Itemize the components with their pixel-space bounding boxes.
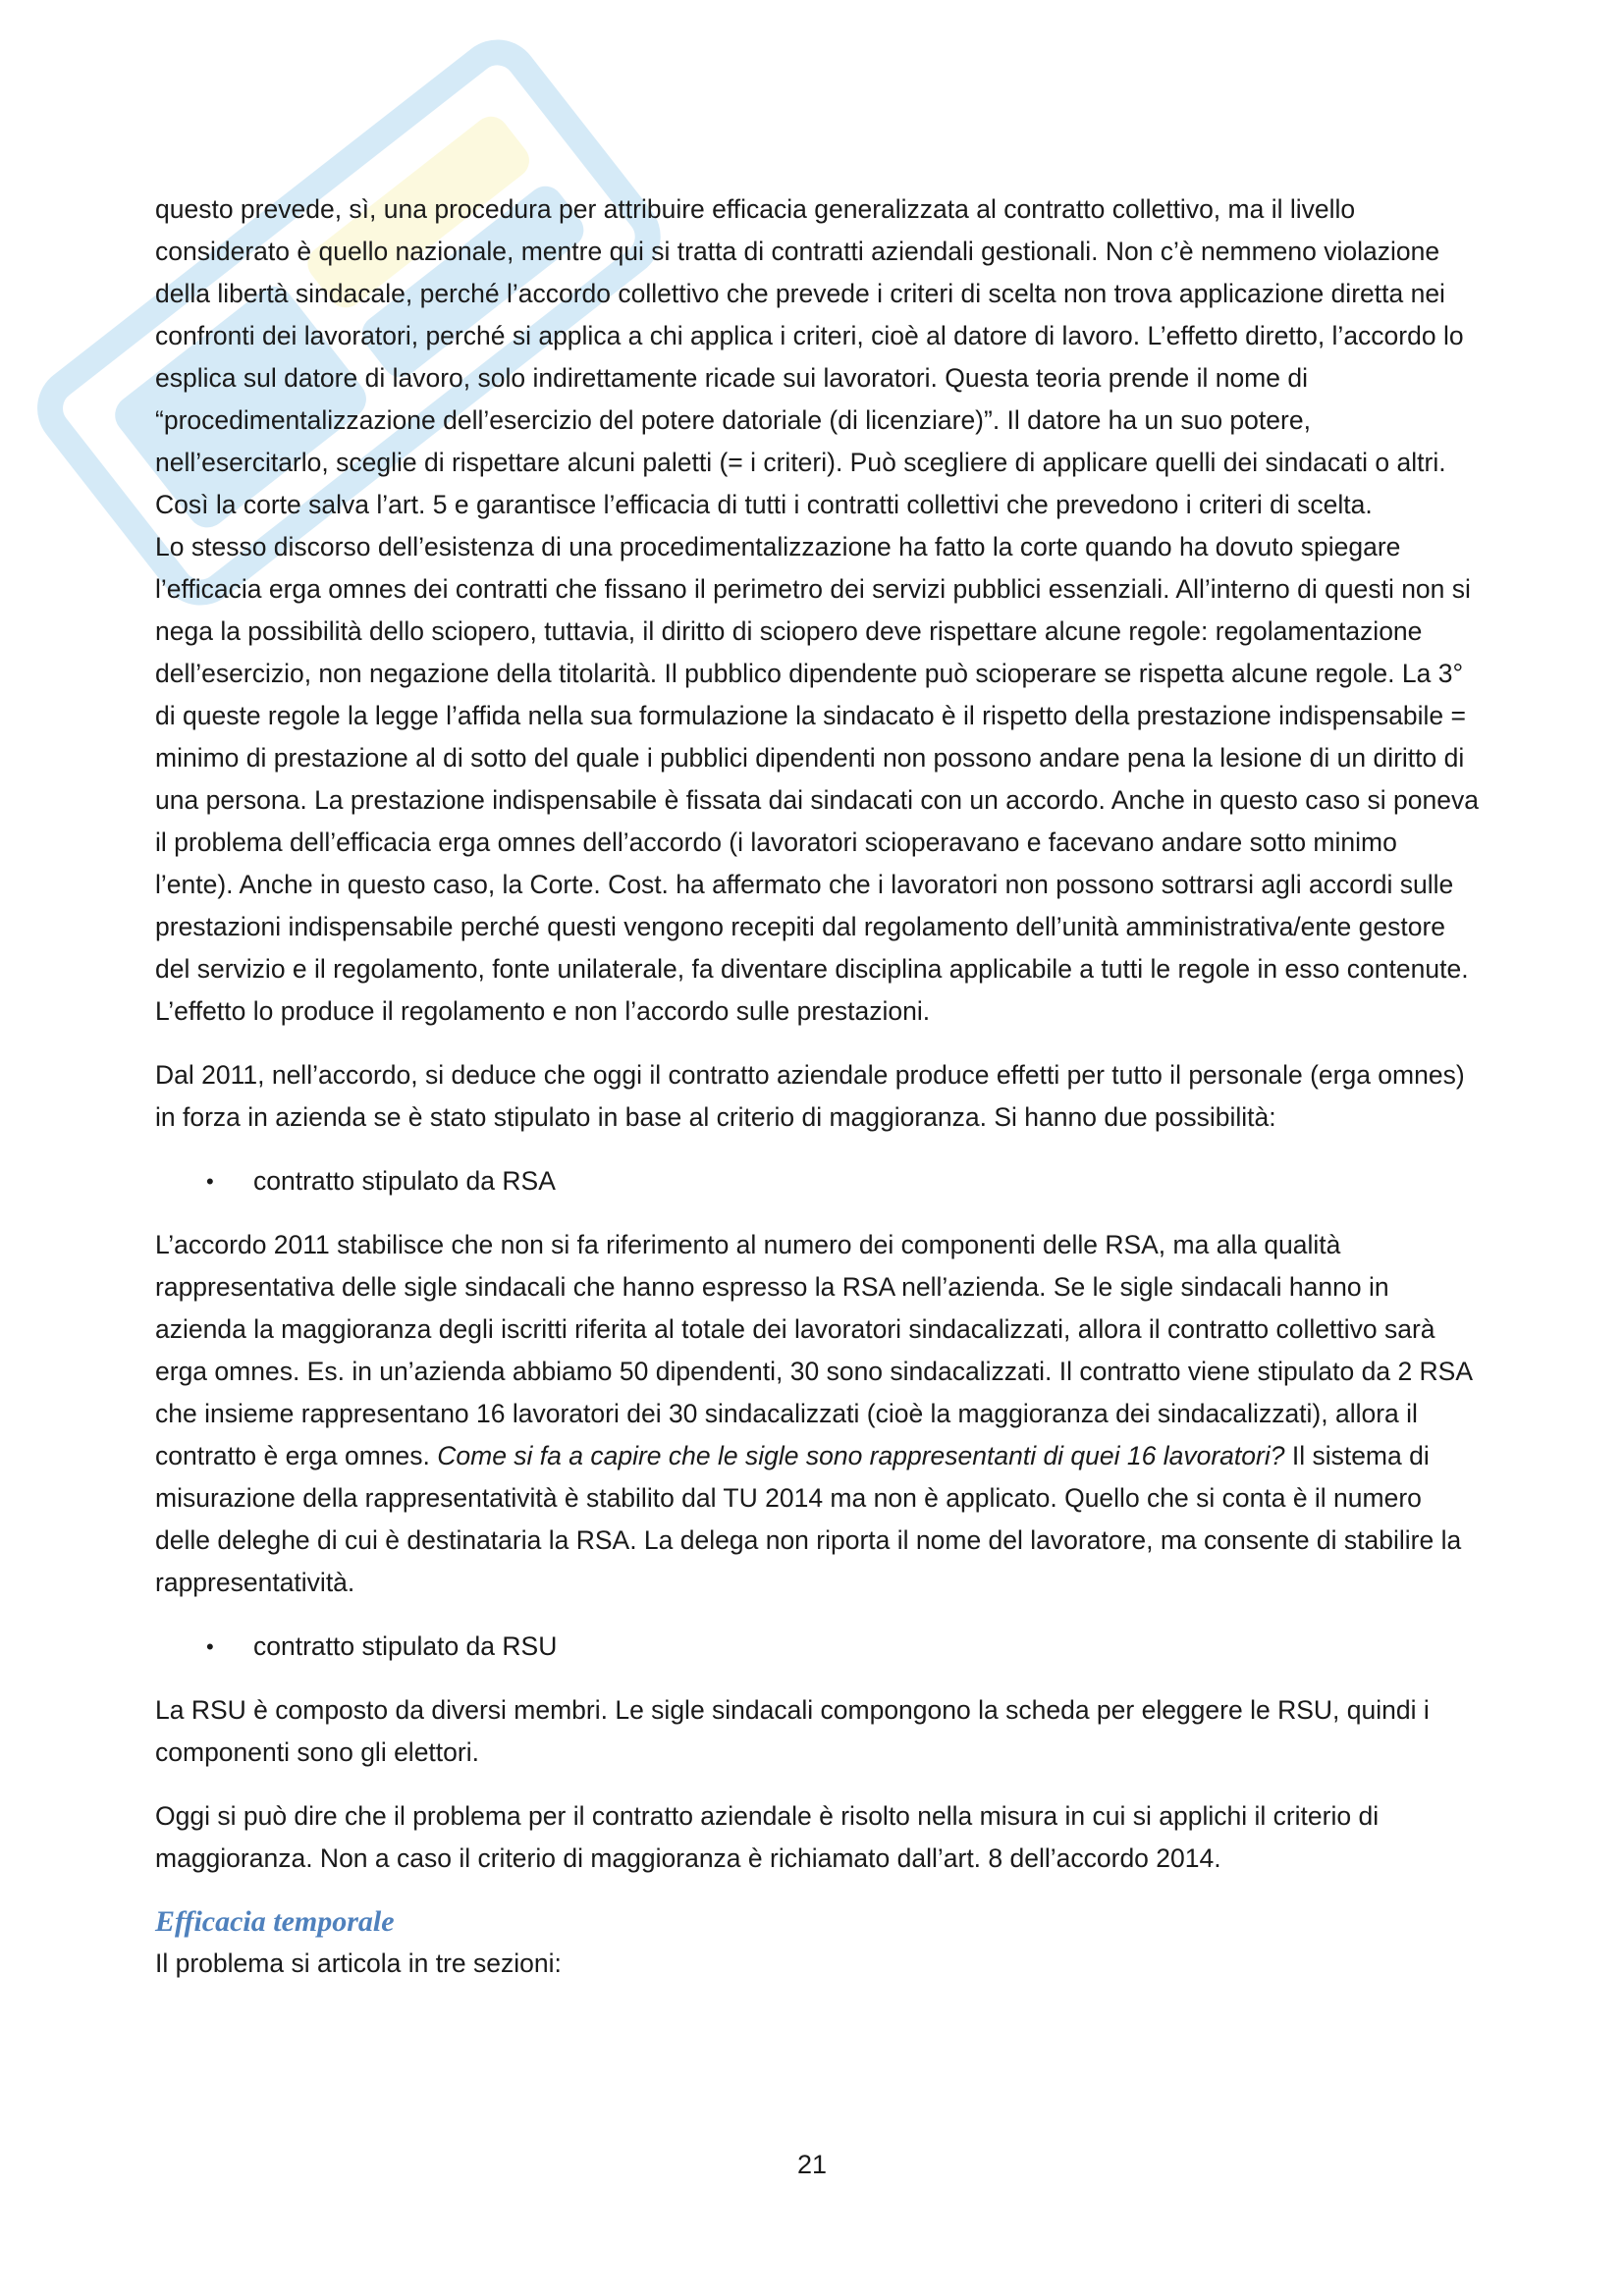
paragraph: Lo stesso discorso dell’esistenza di una procedimentalizzazione ha fatto la corte quando ha dovuto spiegare l’efficacia erga omnes dei contratti che fissano il perimetro dei servizi pubblici essenziali. All’interno di questi non si nega la possibilità dello sciopero, tuttavia, il diritto di sciopero deve rispettare alcune regole: regolamentazione dell’esercizio, non negazione della titolarità. Il pubblico dipendente può scioperare se rispetta alcune regole. La 3° di queste regole la legge l’affida nella sua formulazione la sindacato è il rispetto della prestazione indispensabile = minimo di prestazione al di sotto del quale i pubblici dipendenti non possono andare pena la lesione di un diritto di una persona. La prestazione indispensabile è fissata dai sindacati con un accordo. Anche in questo caso si poneva il problema dell’efficacia erga omnes dell’accordo (i lavoratori scioperavano e facevano andare sotto minimo l’ente). Anche in questo caso, la Corte. Cost. ha affermato che i lavoratori non possono sottrarsi agli accordi sulle prestazioni indispensabile perché questi vengono recepiti dal regolamento dell’unità amministrativa/ente gestore del servizio e il regolamento, fonte unilaterale, fa diventare disciplina applicabile a tutti le regole in esso contenute. L’effetto lo produce il regolamento e non l’accordo sulle prestazioni. [155,532,1479,1026]
list-item-text: contratto stipulato da RSU [253,1631,558,1661]
list-item [155,1160,1481,1202]
paragraph: La RSU è composto da diversi membri. Le sigle sindacali compongono la scheda per eleggere le RSU, quindi i componenti sono gli elettori. [155,1695,1430,1767]
italic-question: Come si fa a capire che le sigle sono rappresentanti di quei 16 lavoratori? [437,1441,1285,1470]
bullet-icon: • [206,1169,214,1194]
list-item-text: contratto stipulato da RSA [253,1166,556,1196]
paragraph-text: L’accordo 2011 stabilisce che non si fa riferimento al numero dei componenti delle RSA, ma alla qualità rappresentativa delle sigle sindacali che hanno espresso la RSA nell’azienda. Se le sigle sindacali hanno in azienda la maggioranza degli iscritti riferita al totale dei lavoratori sindacalizzati, allora il contratto collettivo sarà erga omnes. Es. in un’azienda abbiamo 50 dipendenti, 30 sono sindacalizzati. Il contratto viene stipulato da 2 RSA che insieme rappresentano 16 lavoratori dei 30 sindacalizzati (cioè la maggioranza dei sindacalizzati), allora il contratto è erga omnes. [155,1230,1472,1470]
paragraph: Oggi si può dire che il problema per il contratto aziendale è risolto nella misura in cui si applichi il criterio di maggioranza. Non a caso il criterio di maggioranza è richiamato dall’art. 8 dell’accordo 2014. [155,1801,1380,1873]
paragraph: questo prevede, sì, una procedura per attribuire efficacia generalizzata al contratto collettivo, ma il livello considerato è quello nazionale, mentre qui si tratta di contratti aziendali gestionali. Non c’è nemmeno violazione della libertà sindacale, perché l’accordo collettivo che prevede i criteri di scelta non trova applicazione diretta nei confronti dei lavoratori, perché si applica a chi applica i criteri, cioè al datore di lavoro. L’effetto diretto, l’accordo lo esplica sul datore di lavoro, solo indirettamente ricade sui lavoratori. Questa teoria prende il nome di “procedimentalizzazione dell’esercizio del potere datoriale (di licenziare)”. Il datore ha un suo potere, nell’esercitarlo, sceglie di rispettare alcuni paletti (= i criteri). Può scegliere di applicare quelli dei sindacati o altri. Così la corte salva l’art. 5 e garantisce l’efficacia di tutti i contratti collettivi che prevedono i criteri di scelta. [155,194,1464,519]
document-body [155,188,1481,1985]
list-item [155,1626,1481,1668]
section-heading: Efficacia temporale [155,1905,395,1938]
paragraph: Il problema si articola in tre sezioni: [155,1949,562,1978]
paragraph-text: Il sistema di misurazione della rappresentatività è stabilito dal TU 2014 ma non è applicato. Quello che si conta è il numero delle deleghe di cui è destinataria la RSA. La delega non riporta il nome del lavoratore, ma consente di stabilire la rappresentatività. [155,1441,1462,1597]
bullet-icon: • [206,1634,214,1659]
paragraph: Dal 2011, nell’accordo, si deduce che oggi il contratto aziendale produce effetti per tutto il personale (erga omnes) in forza in azienda se è stato stipulato in base al criterio di maggioranza. Si hanno due possibilità: [155,1060,1465,1132]
paragraph [155,1224,1481,1604]
page-number: 21 [796,2150,828,2179]
